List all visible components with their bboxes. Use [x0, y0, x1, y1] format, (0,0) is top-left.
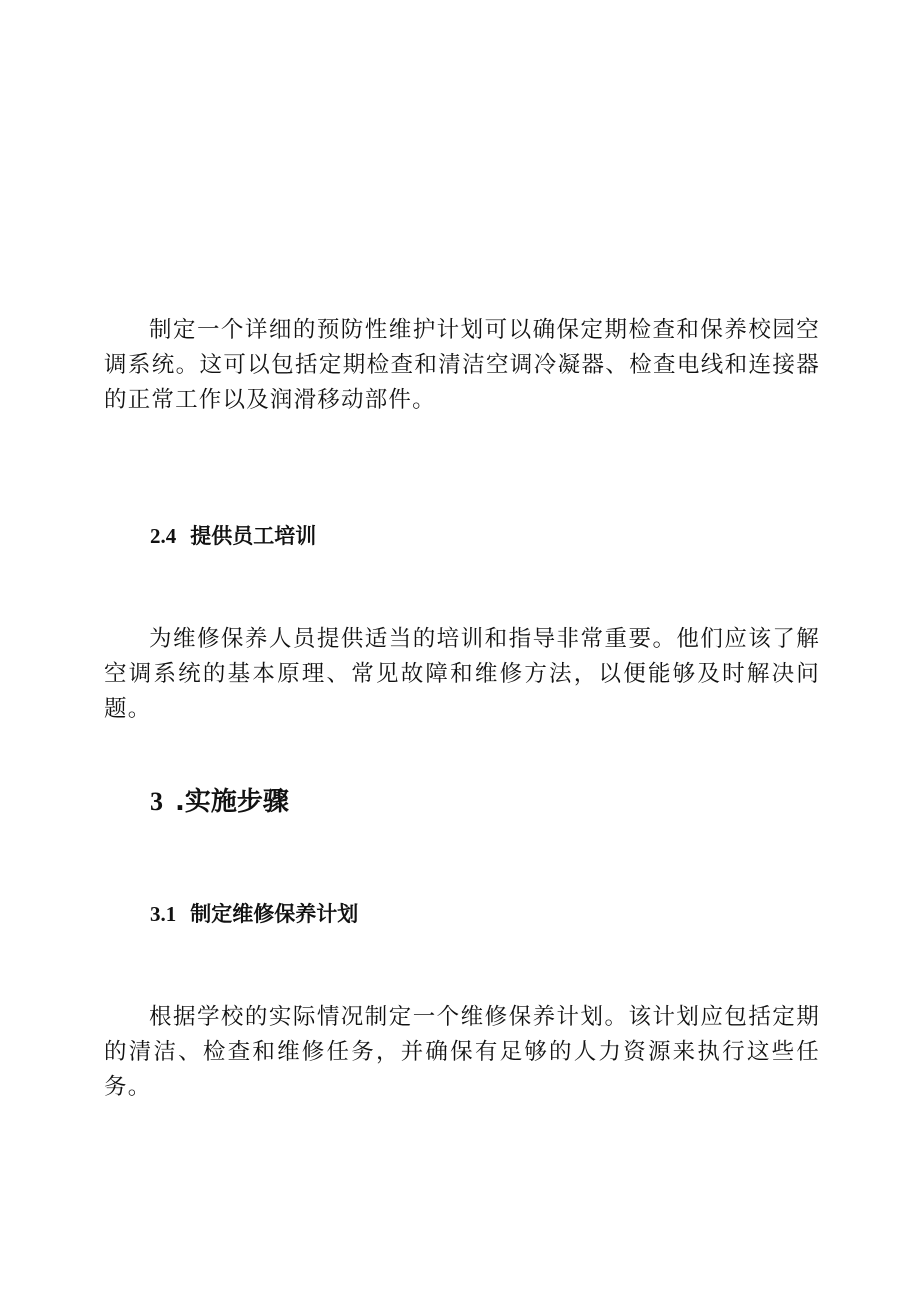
section-heading-3	[150, 784, 289, 820]
section-heading-3-1	[150, 899, 358, 929]
section-number: 2.4	[150, 524, 177, 548]
section-number: 3	[150, 787, 163, 816]
body-paragraph-implementation: 根据学校的实际情况制定一个维修保养计划。该计划应包括定期的清洁、检查和维修任务，并确保有足够的人力资源来执行这些任务。	[104, 1004, 820, 1100]
section-number: 3.1	[150, 902, 177, 926]
section-title: .实施步骤	[175, 787, 289, 817]
body-paragraph-maintenance-plan: 制定一个详细的预防性维护计划可以确保定期检查和保养校园空调系统。这可以包括定期检查和清洁空调冷凝器、检查电线和连接器的正常工作以及润滑移动部件。	[104, 317, 820, 413]
body-paragraph-staff-training: 为维修保养人员提供适当的培训和指导非常重要。他们应该了解空调系统的基本原理、常见故障和维修方法，以便能够及时解决问题。	[104, 626, 820, 722]
section-title: 制定维修保养计划	[190, 902, 359, 926]
section-title: 提供员工培训	[190, 524, 317, 548]
section-heading-2-4	[150, 521, 316, 551]
